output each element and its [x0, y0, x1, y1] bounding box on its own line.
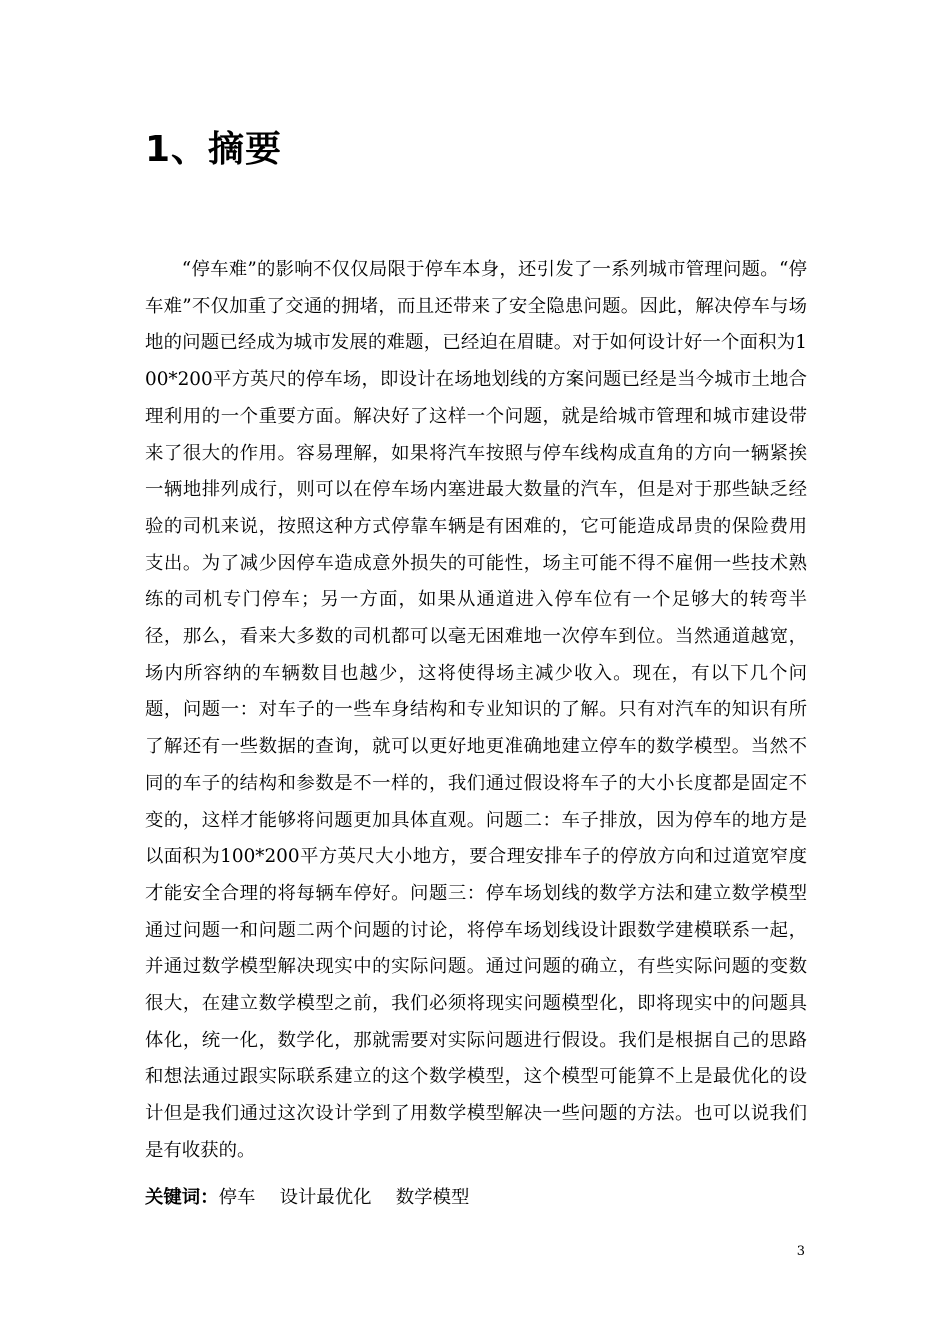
- abstract-paragraph: “停车难”的影响不仅仅局限于停车本身，还引发了一系列城市管理问题。“停车难”不仅加重了交通的拥堵，而且还带来了安全隐患问题。因此，解决停车与场地的问题已经成为城市发展的难题，已经迫在眉睫。对于如何设计好一个面积为100*200平方英尺的停车场，即设计在场地划线的方案问题已经是当今城市土地合理利用的一个重要方面。解决好了这样一个问题，就是给城市管理和城市建设带来了很大的作用。容易理解，如果将汽车按照与停车线构成直角的方向一辆紧挨一辆地排列成行，则可以在停车场内塞进最大数量的汽车，但是对于那些缺乏经验的司机来说，按照这种方式停靠车辆是有困难的，它可能造成昂贵的保险费用支出。为了减少因停车造成意外损失的可能性，场主可能不得不雇佣一些技术熟练的司机专门停车；另一方面，如果从通道进入停车位有一个足够大的转弯半径，那么，看来大多数的司机都可以毫无困难地一次停车到位。当然通道越宽，场内所容纳的车辆数目也越少，这将使得场主减少收入。现在，有以下几个问题，问题一：对车子的一些车身结构和专业知识的了解。只有对汽车的知识有所了解还有一些数据的查询，就可以更好地更准确地建立停车的数学模型。当然不同的车子的结构和参数是不一样的，我们通过假设将车子的大小长度都是固定不变的，这样才能够将问题更加具体直观。问题二：车子排放，因为停车的地方是以面积为100*200平方英尺大小地方，要合理安排车子的停放方向和过道宽窄度才能安全合理的将每辆车停好。问题三：停车场划线的数学方法和建立数学模型通过问题一和问题二两个问题的讨论，将停车场划线设计跟数学建模联系一起，并通过数学模型解决现实中的实际问题。通过问题的确立，有些实际问题的变数很大，在建立数学模型之前，我们必须将现实问题模型化，即将现实中的问题具体化，统一化，数学化，那就需要对实际问题进行假设。我们是根据自己的思路和想法通过跟实际联系建立的这个数学模型，这个模型可能算不上是最优化的设计但是我们通过这次设计学到了用数学模型解决一些问题的方法。也可以说我们是有收获的。: [145, 259, 807, 1161]
- keywords-line: [145, 1180, 469, 1216]
- keywords-list: 停车 设计最优化 数学模型: [218, 1187, 470, 1208]
- page-number: 3: [796, 1244, 805, 1259]
- keywords-label: 关键词：: [145, 1187, 219, 1208]
- section-heading: 1、摘要: [145, 129, 283, 170]
